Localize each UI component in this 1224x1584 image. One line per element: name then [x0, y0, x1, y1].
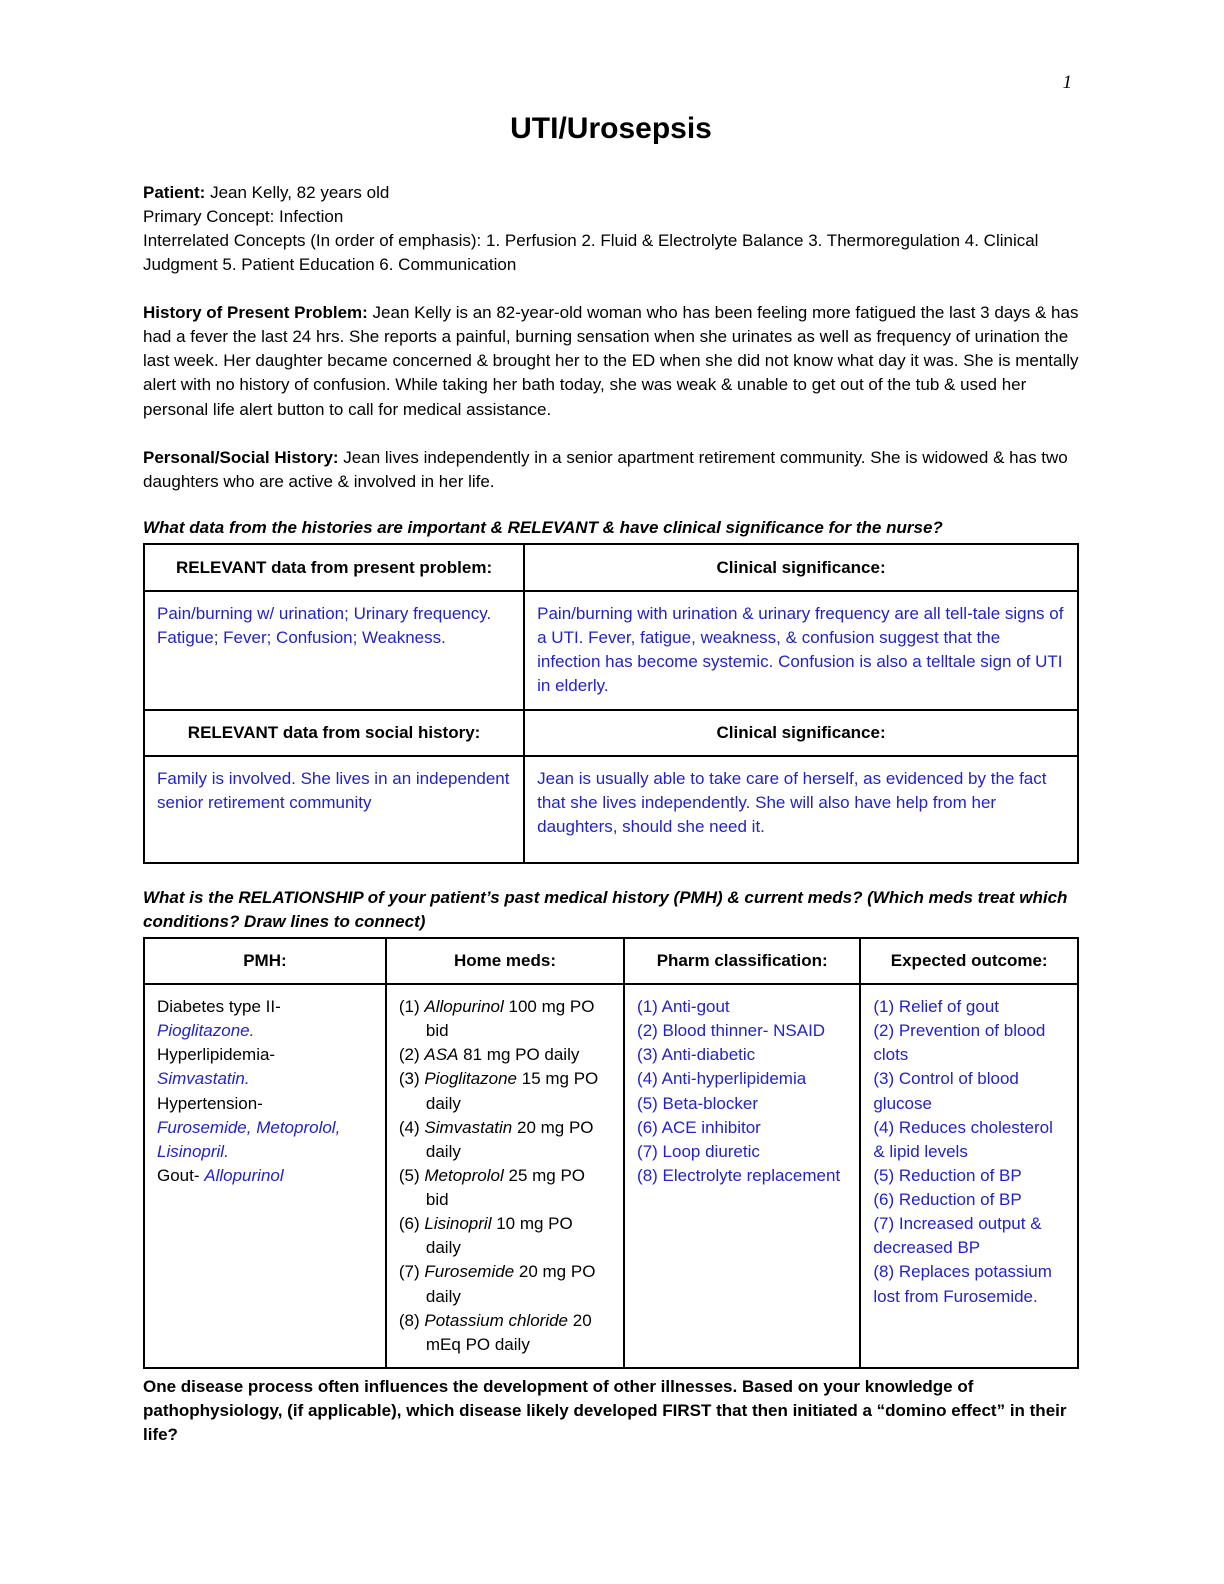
- meds-table: [143, 937, 1079, 1369]
- page-number: 1: [1062, 72, 1072, 93]
- header-pmh: PMH:: [144, 938, 386, 984]
- header-clinical-significance-2: Clinical significance:: [524, 710, 1078, 756]
- header-pharm-classification: Pharm classification:: [624, 938, 860, 984]
- history-present-problem: [143, 301, 1079, 422]
- question-relevant-data: What data from the histories are important & RELEVANT & have clinical significance for the nurse?: [143, 517, 943, 537]
- cell-home-meds: (1) Allopurinol 100 mg PO bid (2) ASA 81 mg PO daily (3) Pioglitazone 15 mg PO daily (4) Simvastatin 20 mg PO daily (5) Metoprolol 25 mg PO bid (6) Lisinopril 10 mg PO daily (7) Furosemide 20 mg PO daily (8) Potassium chloride 20 mEq PO daily: [386, 984, 624, 1368]
- primary-concept-line: Primary Concept: Infection: [143, 206, 344, 226]
- cell-social-history-significance: Jean is usually able to take care of herself, as evidenced by the fact that she lives independently. She will also have help from her daughters, should she need it.: [524, 756, 1078, 863]
- history-present-problem-text: Jean Kelly is an 82-year-old woman who has been feeling more fatigued the last 3 days & has had a fever the last 24 hrs. She reports a painful, burning sensation when she urinates as well as frequency of urination the last week. Her daughter became concerned & brought her to the ED when she did not know what day it was. She is mentally alert with no history of confusion. While taking her bath today, she was weak & unable to get out of the tub & used her personal life alert button to call for medical assistance.: [143, 303, 1079, 419]
- interrelated-concepts-line: Interrelated Concepts (In order of emphasis): 1. Perfusion 2. Fluid & Electrolyte Balance 3. Thermoregulation 4. Clinical Judgment 5. Patient Education 6. Communication: [143, 230, 1039, 274]
- history-present-problem-label: History of Present Problem:: [143, 303, 368, 323]
- personal-social-history: [143, 446, 1079, 494]
- header-expected-outcome: Expected outcome:: [860, 938, 1078, 984]
- document-title: UTI/Urosepsis: [510, 112, 712, 145]
- cell-present-problem-data: Pain/burning w/ urination; Urinary frequency. Fatigue; Fever; Confusion; Weakness.: [144, 591, 524, 710]
- patient-label: Patient:: [143, 182, 206, 202]
- cell-pmh: Diabetes type II- Pioglitazone. Hyperlipidemia- Simvastatin. Hypertension- Furosemide, Metoprolol, Lisinopril. Gout- Allopurinol: [144, 984, 386, 1368]
- relevant-data-table: [143, 543, 1079, 864]
- closing-question: One disease process often influences the development of other illnesses. Based on your knowledge of pathophysiology, (if applicable), which disease likely developed FIRST that then initiated a “domino effect” in their life?: [143, 1376, 1067, 1445]
- personal-social-history-label: Personal/Social History:: [143, 447, 339, 467]
- header-home-meds: Home meds:: [386, 938, 624, 984]
- cell-present-problem-significance: Pain/burning with urination & urinary frequency are all tell-tale signs of a UTI. Fever, fatigue, weakness, & confusion suggest that the infection has become systemic. Confusion is also a telltale sign of UTI in elderly.: [524, 591, 1078, 710]
- header-relevant-social-history: RELEVANT data from social history:: [144, 710, 524, 756]
- personal-social-history-text: Jean lives independently in a senior apartment retirement community. She is widowed & has two daughters who are active & involved in her life.: [143, 447, 1068, 491]
- patient-value: Jean Kelly, 82 years old: [205, 182, 390, 202]
- cell-expected-outcome: (1) Relief of gout (2) Prevention of blood clots (3) Control of blood glucose (4) Reduces cholesterol & lipid levels (5) Reduction of BP (6) Reduction of BP (7) Increased output & decreased BP (8) Replaces potassium lost from Furosemide.: [860, 984, 1078, 1368]
- patient-line: [143, 181, 1079, 205]
- header-clinical-significance-1: Clinical significance:: [524, 544, 1078, 591]
- question-pmh-relationship: What is the RELATIONSHIP of your patient’s past medical history (PMH) & current meds? (Which meds treat which conditions? Draw lines to connect): [143, 887, 1068, 931]
- cell-pharm-classification: (1) Anti-gout (2) Blood thinner- NSAID (3) Anti-diabetic (4) Anti-hyperlipidemia (5) Beta-blocker (6) ACE inhibitor (7) Loop diuretic (8) Electrolyte replacement: [624, 984, 860, 1368]
- header-relevant-present-problem: RELEVANT data from present problem:: [144, 544, 524, 591]
- cell-social-history-data: Family is involved. She lives in an independent senior retirement community: [144, 756, 524, 863]
